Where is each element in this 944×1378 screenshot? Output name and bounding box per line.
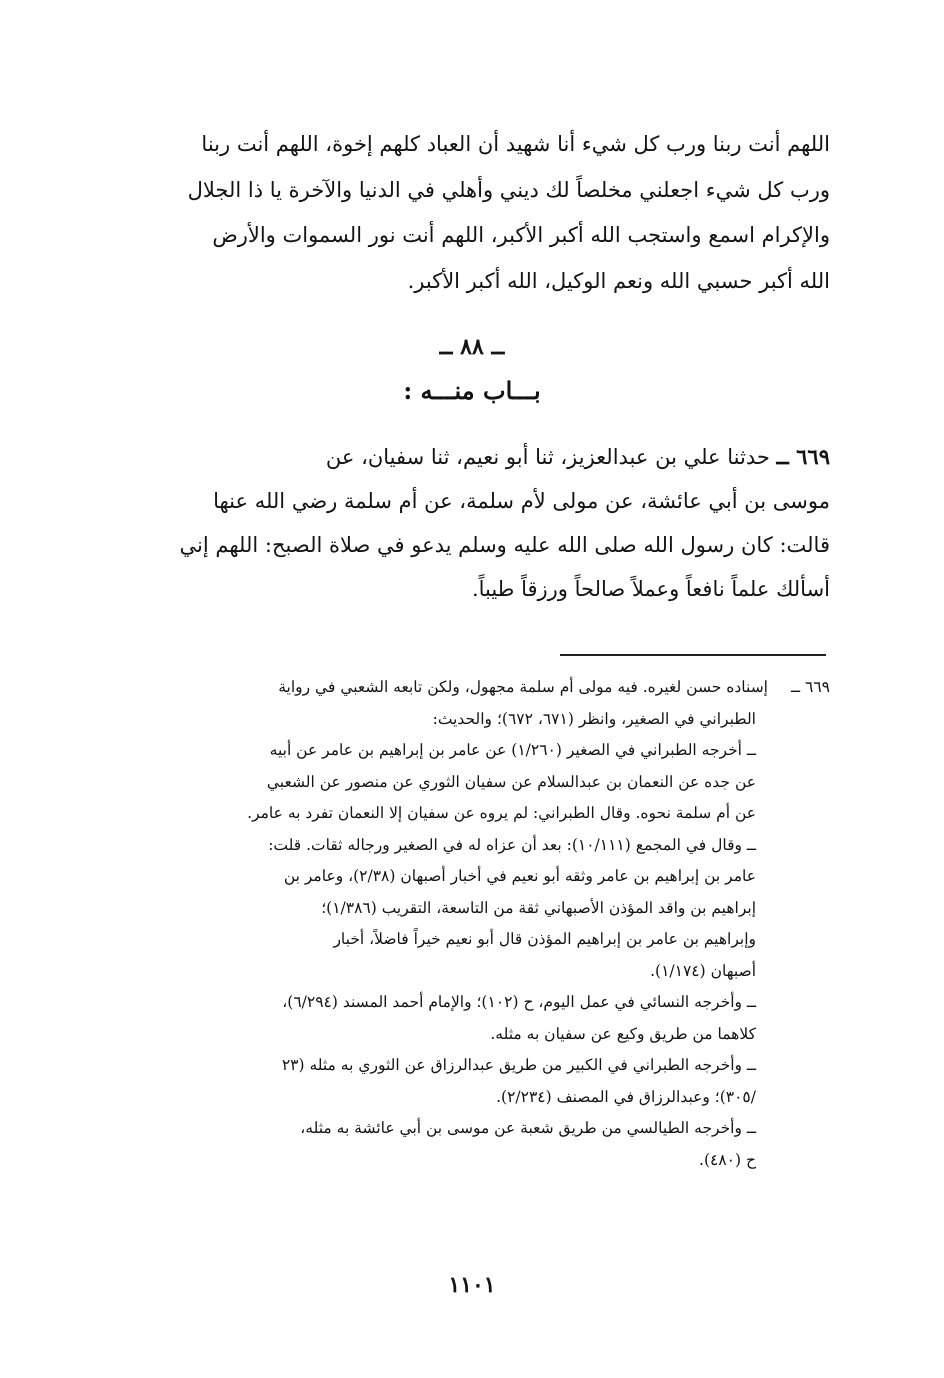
section-title: بـــاب منـــه :: [403, 376, 541, 405]
footnote-line: عامر بن إبراهيم بن عامر وثقه أبو نعيم في أخبار أصبهان (٢/٣٨)، وعامر بن: [283, 867, 756, 885]
hadith-line: أسألك علماً نافعاً وعملاً صالحاً ورزقاً طيباً.: [471, 577, 830, 601]
intro-line: ورب كل شيء اجعلني مخلصاً لك ديني وأهلي في الدنيا والآخرة يا ذا الجلال: [187, 177, 830, 202]
footnote-divider: [560, 654, 826, 656]
intro-line: اللهم أنت ربنا ورب كل شيء أنا شهيد أن العباد كلهم إخوة، اللهم أنت ربنا: [201, 132, 830, 156]
footnote-line: ح (٤٨٠).: [699, 1150, 756, 1169]
intro-line: الله أكبر حسبي الله ونعم الوكيل، الله أكبر الأكبر.: [407, 268, 830, 293]
footnote-line: ــ أخرجه الطبراني في الصغير (١/٢٦٠) عن عامر بن إبراهيم بن عامر عن أبيه: [269, 741, 756, 759]
footnote-line: كلاهما من طريق وكيع عن سفيان به مثله.: [490, 1024, 756, 1043]
footnote-line: ــ وأخرجه النسائي في عمل اليوم، ح (١٠٢)؛ والإمام أحمد المسند (٦/٢٩٤)،: [282, 993, 756, 1011]
footnote-line: أصبهان (١/١٧٤).: [650, 961, 756, 980]
hadith-paragraph: [130, 435, 830, 611]
footnotes: [130, 672, 830, 1176]
footnote-line: ــ وأخرجه الطيالسي من طريق شعبة عن موسى بن أبي عائشة به مثله،: [300, 1119, 756, 1137]
footnote-line: [130, 672, 830, 704]
footnote-line: إبراهيم بن واقد المؤذن الأصبهاني ثقة من التاسعة، التقريب (١/٣٨٦)؛: [321, 898, 756, 917]
page-number: ١١٠١: [448, 1272, 496, 1298]
intro-paragraph: [130, 122, 830, 304]
hadith-line: موسى بن أبي عائشة، عن مولى لأم سلمة، عن أم سلمة رضي الله عنها: [213, 489, 830, 513]
footnote-line: /٣٠٥)؛ وعبدالرزاق في المصنف (٢/٢٣٤).: [496, 1087, 756, 1106]
intro-line: والإكرام اسمع واستجب الله أكبر الأكبر، اللهم أنت نور السموات والأرض: [212, 223, 830, 247]
footnote-text: إسناده حسن لغيره. فيه مولى أم سلمة مجهول، ولكن تابعه الشعبي في رواية: [278, 678, 768, 696]
footnote-line: وإبراهيم بن عامر بن إبراهيم المؤذن قال أبو نعيم خيراً فاضلاً، أخبار: [333, 930, 756, 948]
footnote-number: ٦٦٩ ــ: [791, 678, 830, 696]
footnote-line: ــ وقال في المجمع (١٠/١١١): بعد أن عزاه له في الصغير ورجاله ثقات. قلت:: [268, 835, 756, 854]
footnote-line: عن أم سلمة نحوه. وقال الطبراني: لم يروه عن سفيان إلا النعمان تفرد به عامر.: [247, 804, 756, 822]
hadith-number: ٦٦٩ ــ: [776, 444, 830, 469]
footnote-line: عن جده عن النعمان بن عبدالسلام عن سفيان الثوري عن منصور عن الشعبي: [266, 772, 756, 791]
footnote-line: ــ وأخرجه الطبراني في الكبير من طريق عبدالرزاق عن الثوري به مثله (٢٣: [281, 1056, 756, 1074]
section-number: ــ ٨٨ ــ: [439, 334, 505, 360]
footnote-line: الطبراني في الصغير، وانظر (٦٧١، ٦٧٢)؛ والحديث:: [432, 709, 756, 728]
hadith-line: قالت: كان رسول الله صلى الله عليه وسلم يدعو في صلاة الصبح: اللهم إني: [179, 533, 830, 557]
hadith-line: [130, 435, 830, 479]
hadith-text: حدثنا علي بن عبدالعزيز، ثنا أبو نعيم، ثنا سفيان، عن: [325, 445, 770, 469]
